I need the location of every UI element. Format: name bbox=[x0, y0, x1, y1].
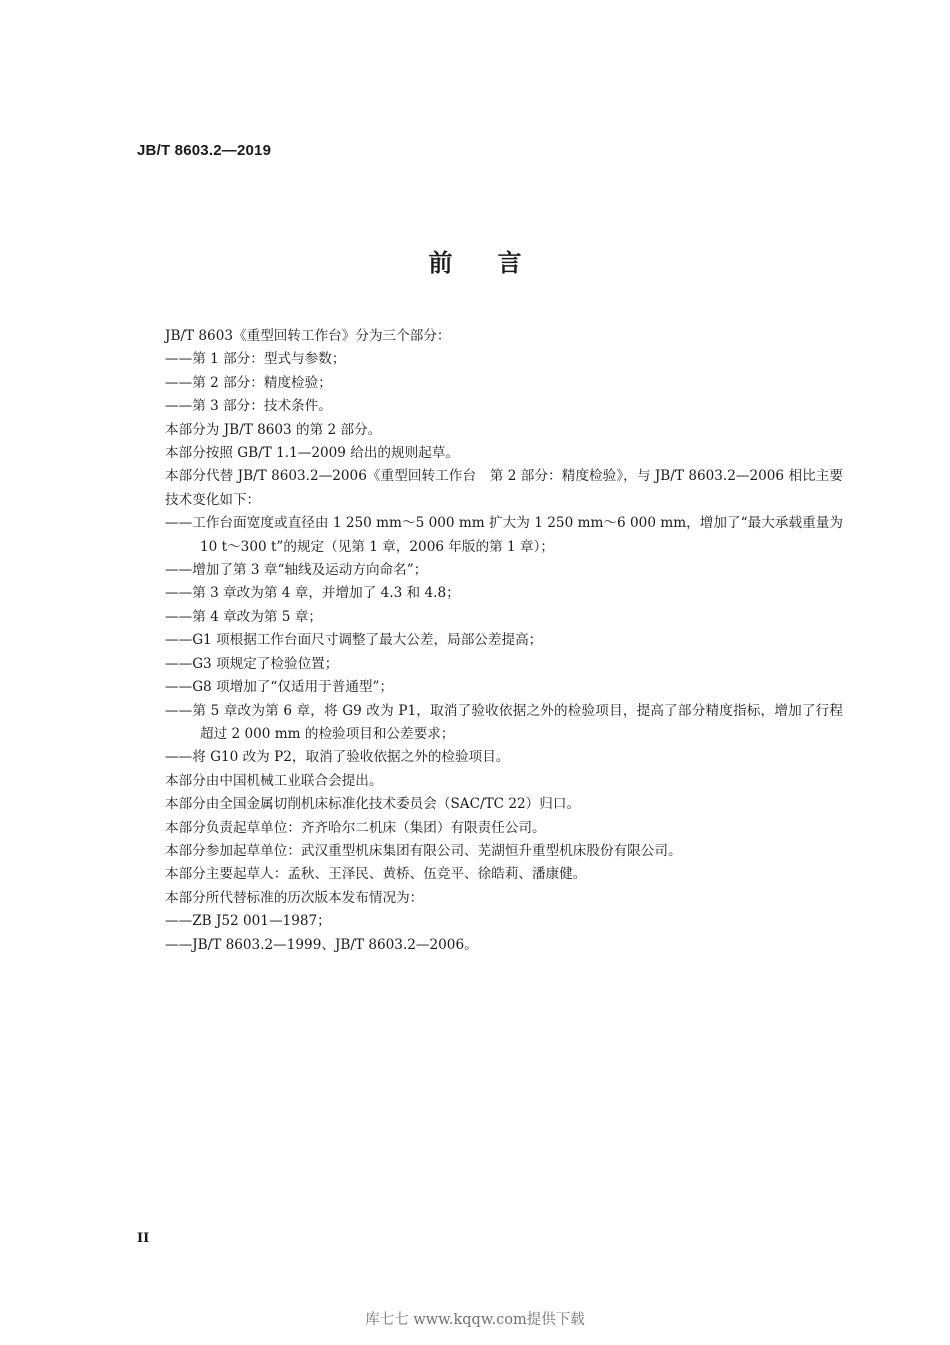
paragraph: 本部分参加起草单位：武汉重型机床集团有限公司、芜湖恒升重型机床股份有限公司。 bbox=[165, 842, 682, 859]
list-item: ——G1 项根据工作台面尺寸调整了最大公差，局部公差提高； bbox=[165, 632, 543, 649]
document-code: JB/T 8603.2—2019 bbox=[137, 142, 272, 159]
list-item: ——第 5 章改为第 6 章，将 G9 改为 P1，取消了验收依据之外的检验项目，提高了部分精度指标，增加了行程超过 2 000 mm 的检验项目和公差要求； bbox=[165, 702, 843, 742]
paragraph: JB/T 8603《重型回转工作台》分为三个部分： bbox=[165, 328, 451, 344]
list-item: ——第 3 部分：技术条件。 bbox=[165, 398, 332, 415]
paragraph: 本部分主要起草人：孟秋、王泽民、黄桥、伍竞平、徐皓莉、潘康健。 bbox=[165, 866, 587, 883]
list-item: ——G3 项规定了检验位置； bbox=[165, 655, 339, 672]
list-item: ——工作台面宽度或直径由 1 250 mm～5 000 mm 扩大为 1 250 mm～6 000 mm，增加了“最大承载重量为 10 t～300 t”的规定（见第 1 章，2006 年版的第 1 章）； bbox=[165, 515, 843, 555]
list-item: ——第 1 部分：型式与参数； bbox=[165, 351, 346, 368]
page-number: II bbox=[137, 1231, 150, 1246]
list-item: ——将 G10 改为 P2，取消了验收依据之外的检验项目。 bbox=[165, 749, 510, 766]
list-item: ——第 2 部分：精度检验； bbox=[165, 374, 332, 391]
page-title: 前言 bbox=[428, 249, 567, 277]
download-watermark: 库七七 www.kqqw.com提供下载 bbox=[365, 1312, 585, 1328]
paragraph: 本部分由中国机械工业联合会提出。 bbox=[165, 772, 383, 789]
foreword-body bbox=[137, 325, 843, 957]
paragraph: 本部分由全国金属切削机床标准化技术委员会（SAC/TC 22）归口。 bbox=[165, 796, 581, 813]
list-item: ——ZB J52 001—1987； bbox=[165, 913, 331, 930]
paragraph: 本部分负责起草单位：齐齐哈尔二机床（集团）有限责任公司。 bbox=[165, 819, 546, 836]
list-item: ——JB/T 8603.2—1999、JB/T 8603.2—2006。 bbox=[165, 936, 478, 953]
paragraph: 本部分按照 GB/T 1.1—2009 给出的规则起草。 bbox=[165, 445, 459, 462]
paragraph: 本部分代替 JB/T 8603.2—2006《重型回转工作台 第 2 部分：精度检验》，与 JB/T 8603.2—2006 相比主要技术变化如下： bbox=[165, 468, 843, 508]
paragraph: 本部分所代替标准的历次版本发布情况为： bbox=[165, 889, 424, 906]
list-item: ——增加了第 3 章“轴线及运动方向命名”； bbox=[165, 562, 428, 579]
paragraph: 本部分为 JB/T 8603 的第 2 部分。 bbox=[165, 421, 382, 438]
list-item: ——第 3 章改为第 4 章，并增加了 4.3 和 4.8； bbox=[165, 585, 460, 602]
list-item: ——G8 项增加了“仅适用于普通型”； bbox=[165, 679, 394, 696]
list-item: ——第 4 章改为第 5 章； bbox=[165, 608, 322, 625]
